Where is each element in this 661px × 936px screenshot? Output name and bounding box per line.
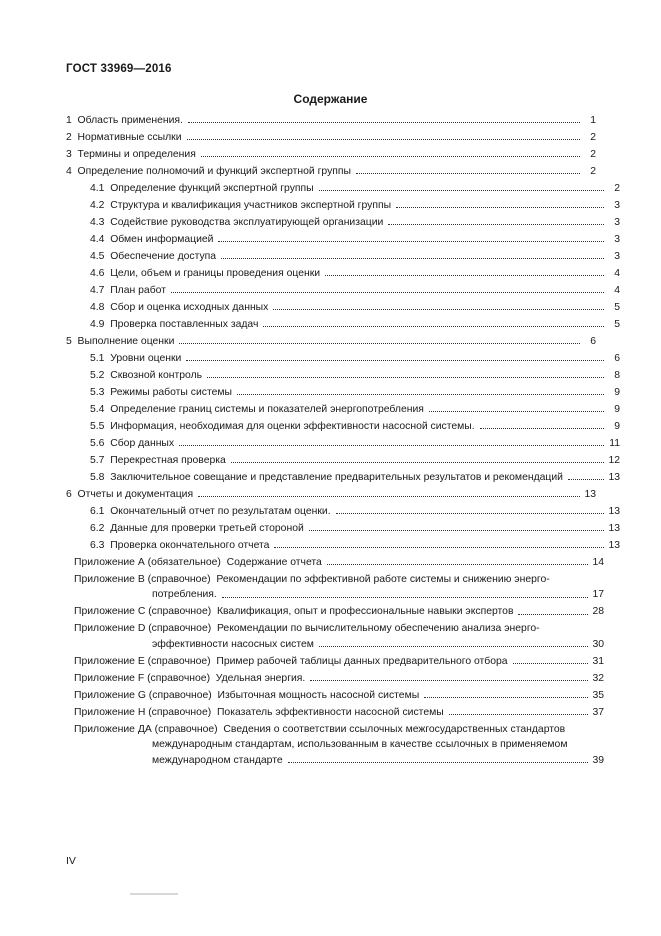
toc-entry-label: 4 Определение полномочий и функций экспертной группы	[66, 166, 351, 177]
table-of-contents	[66, 115, 620, 773]
toc-entry-page: 4	[614, 285, 620, 296]
toc-entry[interactable]	[90, 269, 620, 279]
toc-leader-dots	[263, 325, 604, 327]
toc-entry-label: Приложение Н (справочное) Показатель эффективности насосной системы	[74, 706, 444, 718]
toc-entry-page: 17	[592, 589, 604, 601]
toc-entry[interactable]	[66, 490, 596, 500]
toc-entry[interactable]	[90, 184, 620, 194]
toc-leader-dots	[222, 596, 588, 598]
toc-entry[interactable]	[74, 558, 604, 568]
toc-entry[interactable]	[90, 252, 620, 262]
toc-entry-label: 4.9 Проверка поставленных задач	[90, 319, 259, 330]
toc-entry-label: Приложение С (справочное) Квалификация, опыт и профессиональные навыки экспертов	[74, 606, 514, 618]
toc-entry[interactable]	[90, 303, 620, 313]
toc-entry-page: 9	[614, 404, 620, 415]
toc-leader-dots	[336, 512, 604, 514]
toc-leader-dots	[513, 662, 588, 664]
toc-entry-page: 13	[584, 489, 596, 500]
toc-entry-label: 1 Область применения.	[66, 115, 183, 126]
toc-leader-dots	[449, 713, 588, 715]
toc-entry-label: Приложение Е (справочное) Пример рабочей таблицы данных предварительного отбора	[74, 655, 508, 667]
standard-number-header: ГОСТ 33969—2016	[66, 63, 172, 75]
toc-entry-label: 5.1 Уровни оценки	[90, 353, 182, 364]
toc-entry-page: 39	[592, 754, 604, 766]
toc-entry[interactable]	[74, 674, 604, 684]
toc-entry-label: 3 Термины и определения	[66, 149, 196, 160]
toc-entry-label: 5.7 Перекрестная проверка	[90, 455, 226, 466]
toc-entry-label: 4.8 Сбор и оценка исходных данных	[90, 302, 269, 313]
toc-entry-page: 3	[614, 217, 620, 228]
toc-entry-label: Приложение F (справочное) Удельная энергия.	[74, 672, 306, 684]
toc-entry-label-continuation: международном стандарте	[152, 754, 283, 766]
toc-leader-dots	[396, 206, 604, 208]
toc-entry-label: 4.7 План работ	[90, 285, 166, 296]
toc-entry-page: 4	[614, 268, 620, 279]
toc-leader-dots	[319, 645, 588, 647]
toc-entry-label: 5.3 Режимы работы системы	[90, 387, 233, 398]
toc-leader-dots	[288, 761, 588, 763]
toc-entry-label: Приложение В (справочное) Рекомендации по эффективной работе системы и снижению энерго-	[74, 574, 550, 585]
toc-leader-dots	[356, 172, 580, 174]
toc-leader-dots	[221, 257, 604, 259]
toc-entry-label: 4.4 Обмен информацией	[90, 234, 214, 245]
toc-leader-dots	[201, 155, 580, 157]
toc-entry[interactable]	[74, 624, 604, 650]
toc-entry-label: 6.1 Окончательный отчет по результатам оценки.	[90, 506, 331, 517]
toc-entry-page: 3	[614, 234, 620, 245]
toc-leader-dots	[198, 495, 580, 497]
toc-entry[interactable]	[90, 507, 620, 517]
toc-entry-page: 11	[609, 438, 620, 449]
toc-entry[interactable]	[90, 405, 620, 415]
toc-entry-page: 3	[614, 251, 620, 262]
toc-entry[interactable]	[90, 439, 620, 449]
toc-leader-dots	[207, 376, 604, 378]
toc-leader-dots	[179, 342, 580, 344]
toc-leader-dots	[274, 546, 604, 548]
toc-leader-dots	[273, 308, 604, 310]
toc-entry-page: 1	[590, 115, 596, 126]
toc-entry[interactable]	[90, 541, 620, 551]
toc-entry-label-continuation: эффективности насосных систем	[152, 638, 314, 650]
toc-entry[interactable]	[90, 456, 620, 466]
toc-entry[interactable]	[74, 607, 604, 617]
toc-entry-page: 32	[592, 672, 604, 684]
toc-entry[interactable]	[90, 354, 620, 364]
toc-entry-label: Приложение А (обязательное) Содержание отчета	[74, 557, 322, 568]
toc-entry[interactable]	[74, 725, 604, 766]
toc-entry-page: 30	[592, 638, 604, 650]
toc-entry-page: 3	[614, 200, 620, 211]
toc-entry[interactable]	[66, 337, 596, 347]
toc-entry-label: Приложение ДА (справочное) Сведения о соответствии ссылочных межгосударственных стандартов	[74, 723, 566, 735]
toc-leader-dots	[179, 444, 604, 446]
toc-entry[interactable]	[74, 575, 604, 601]
toc-entry-page: 12	[608, 455, 620, 466]
toc-leader-dots	[218, 240, 604, 242]
toc-entry[interactable]	[90, 422, 620, 432]
page-title: Содержание	[293, 92, 368, 106]
toc-leader-dots	[310, 679, 588, 681]
toc-entry[interactable]	[90, 201, 620, 211]
toc-entry[interactable]	[74, 657, 604, 667]
toc-entry-page: 6	[614, 353, 620, 364]
toc-entry-label: 4.1 Определение функций экспертной группы	[90, 183, 314, 194]
toc-entry-label: 4.6 Цели, объем и границы проведения оценки	[90, 268, 321, 279]
toc-entry-label: 4.5 Обеспечение доступа	[90, 251, 217, 262]
toc-entry-page: 5	[614, 319, 620, 330]
page-number-folio: IV	[66, 855, 76, 867]
toc-entry-page: 2	[614, 183, 620, 194]
toc-leader-dots	[424, 696, 588, 698]
toc-entry-page: 5	[614, 302, 620, 313]
toc-entry[interactable]	[90, 235, 620, 245]
toc-leader-dots	[327, 563, 588, 565]
toc-entry[interactable]	[66, 150, 596, 160]
toc-entry-page: 2	[590, 166, 596, 177]
toc-entry[interactable]	[90, 286, 620, 296]
toc-entry[interactable]	[90, 473, 620, 483]
toc-entry-page: 9	[614, 421, 620, 432]
toc-entry-label: 5.6 Сбор данных	[90, 438, 175, 449]
toc-leader-dots	[171, 291, 604, 293]
toc-entry-page: 13	[608, 506, 620, 517]
toc-entry-page: 13	[608, 472, 620, 483]
toc-entry-label: 4.3 Содействие руководства эксплуатирующей организации	[90, 217, 384, 228]
toc-entry-page: 2	[590, 149, 596, 160]
toc-entry-page: 2	[590, 132, 596, 143]
toc-leader-dots	[319, 189, 604, 191]
toc-entry-label: 5 Выполнение оценки	[66, 336, 175, 347]
toc-entry-label: 6.2 Данные для проверки третьей стороной	[90, 523, 304, 534]
toc-leader-dots	[518, 613, 588, 615]
toc-entry[interactable]	[66, 133, 596, 143]
toc-entry-label-continuation: международным стандартам, использованным в качестве ссылочных в применяемом	[152, 739, 568, 751]
toc-entry[interactable]	[90, 371, 620, 381]
toc-entry-label: 5.2 Сквозной контроль	[90, 370, 203, 381]
toc-leader-dots	[429, 410, 604, 412]
toc-entry-page: 14	[592, 557, 604, 568]
toc-leader-dots	[188, 121, 580, 123]
toc-entry-label: 2 Нормативные ссылки	[66, 132, 182, 143]
toc-leader-dots	[388, 223, 604, 225]
toc-leader-dots	[480, 427, 604, 429]
toc-entry[interactable]	[74, 708, 604, 718]
toc-entry-label: 5.8 Заключительное совещание и представление предварительных результатов и рекомендаций	[90, 472, 563, 483]
toc-entry[interactable]	[66, 116, 596, 126]
toc-entry-page: 37	[592, 706, 604, 718]
toc-entry[interactable]	[74, 691, 604, 701]
toc-entry-page: 28	[592, 606, 604, 618]
toc-entry-page: 9	[614, 387, 620, 398]
toc-entry[interactable]	[90, 218, 620, 228]
toc-entry-label: 6 Отчеты и документация	[66, 489, 194, 500]
toc-entry-label: 5.4 Определение границ системы и показателей энергопотребления	[90, 404, 424, 415]
toc-entry-label: Приложение G (справочное) Избыточная мощность насосной системы	[74, 689, 420, 701]
toc-entry[interactable]	[66, 167, 596, 177]
toc-entry-page: 6	[590, 336, 596, 347]
toc-entry[interactable]	[90, 388, 620, 398]
page-edge-mark	[130, 893, 178, 895]
toc-leader-dots	[187, 138, 580, 140]
toc-entry-page: 13	[608, 523, 620, 534]
toc-entry-page: 8	[614, 370, 620, 381]
toc-entry-label: 5.5 Информация, необходимая для оценки эффективности насосной системы.	[90, 421, 475, 432]
toc-entry-label: 6.3 Проверка окончательного отчета	[90, 540, 270, 551]
toc-entry-page: 31	[592, 655, 604, 667]
toc-leader-dots	[186, 359, 604, 361]
toc-leader-dots	[309, 529, 604, 531]
toc-leader-dots	[325, 274, 604, 276]
toc-entry-page: 35	[592, 689, 604, 701]
toc-leader-dots	[568, 478, 604, 480]
toc-entry-page: 13	[608, 540, 620, 551]
toc-entry-label: Приложение D (справочное) Рекомендации по вычислительному обеспечению анализа энерго-	[74, 623, 540, 635]
toc-leader-dots	[231, 461, 604, 463]
toc-entry-label-continuation: потребления.	[152, 589, 217, 601]
toc-entry-label: 4.2 Структура и квалификация участников экспертной группы	[90, 200, 392, 211]
toc-leader-dots	[237, 393, 604, 395]
toc-entry[interactable]	[90, 524, 620, 534]
toc-entry[interactable]	[90, 320, 620, 330]
